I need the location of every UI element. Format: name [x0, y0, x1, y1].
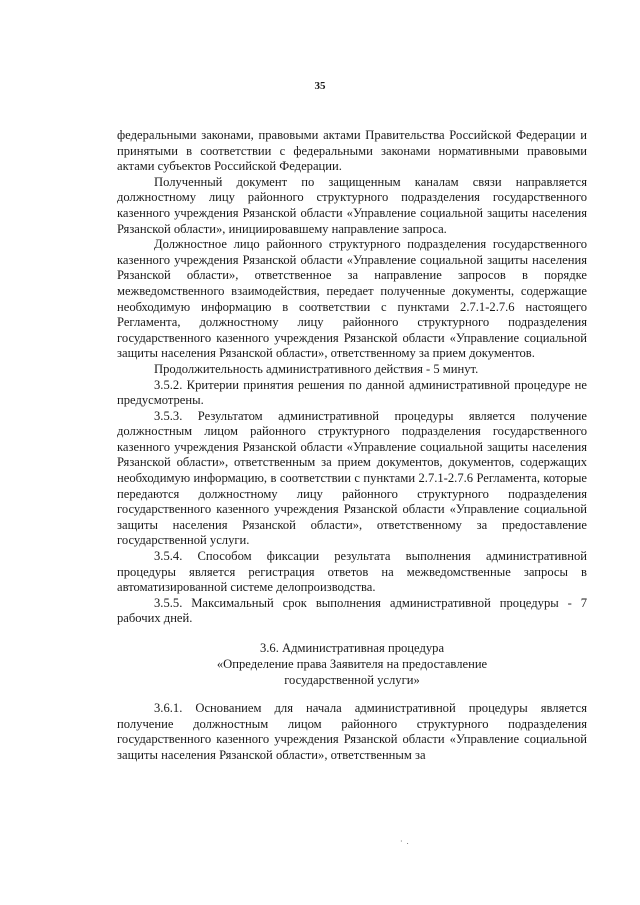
- paragraph-received-document: Полученный документ по защищенным каналам связи направляется должностному лицу районного структурного подразделения государственного казенного учреждения Рязанской области «Управление социальной защиты населения Рязанской области», инициировавшему направление запроса.: [117, 174, 587, 236]
- paragraph-3-5-2: 3.5.2. Критерии принятия решения по данной административной процедуре не предусмотрены.: [117, 377, 587, 408]
- paragraph-3-5-3: 3.5.3. Результатом административной процедуры является получение должностным лицом районного структурного подразделения государственного казенного учреждения Рязанской области «Управление социальной защиты населения Рязанской области», ответственным за прием документов, документов, содержащих необходимую информацию, в соответствии с пунктами 2.7.1-2.7.6 Регламента, которые передаются должностному лицу районного структурного подразделения государственного казенного учреждения Рязанской области «Управление социальной защиты населения Рязанской области», ответственному за предоставление государственной услуги.: [117, 408, 587, 548]
- page-number: 35: [314, 80, 326, 92]
- scan-artifact-icon: · .: [400, 837, 410, 846]
- section-heading-line-1: 3.6. Административная процедура: [259, 641, 445, 655]
- paragraph-duration: Продолжительность административного действия - 5 минут.: [154, 361, 479, 376]
- paragraph-official-transfers: Должностное лицо районного структурного подразделения государственного казенного учреждения Рязанской области «Управление социальной защиты населения Рязанской области», ответственное за направление запросов в порядке межведомственного взаимодействия, передает полученные документы, содержащие необходимую информацию в соответствии с пунктами 2.7.1-2.7.6 настоящего Регламента, должностному лицу районного структурного подразделения государственного казенного учреждения Рязанской области «Управление социальной защиты населения Рязанской области», ответственному за прием документов.: [117, 237, 587, 361]
- section-heading-line-2: «Определение права Заявителя на предоставление: [216, 657, 488, 671]
- section-heading-3-6: [117, 640, 587, 688]
- spacer: [117, 627, 587, 640]
- paragraph-federal-laws: федеральными законами, правовыми актами Правительства Российской Федерации и принятыми в соответствии с федеральными законами нормативными правовыми актами субъектов Российской Федерации.: [117, 128, 587, 174]
- paragraph-3-5-5: 3.5.5. Максимальный срок выполнения административной процедуры - 7 рабочих дней.: [117, 595, 587, 626]
- paragraph-3-6-1: 3.6.1. Основанием для начала административной процедуры является получение должностным лицом районного структурного подразделения государственного казенного учреждения Рязанской области «Управление социальной защиты населения Рязанской области», ответственным за: [117, 701, 587, 762]
- spacer: [117, 688, 587, 701]
- section-heading-line-3: государственной услуги»: [284, 673, 420, 687]
- document-body: [117, 128, 587, 763]
- paragraph-3-5-4: 3.5.4. Способом фиксации результата выполнения административной процедуры является регистрация ответов на межведомственные запросы в автоматизированной системе делопроизводства.: [117, 549, 587, 595]
